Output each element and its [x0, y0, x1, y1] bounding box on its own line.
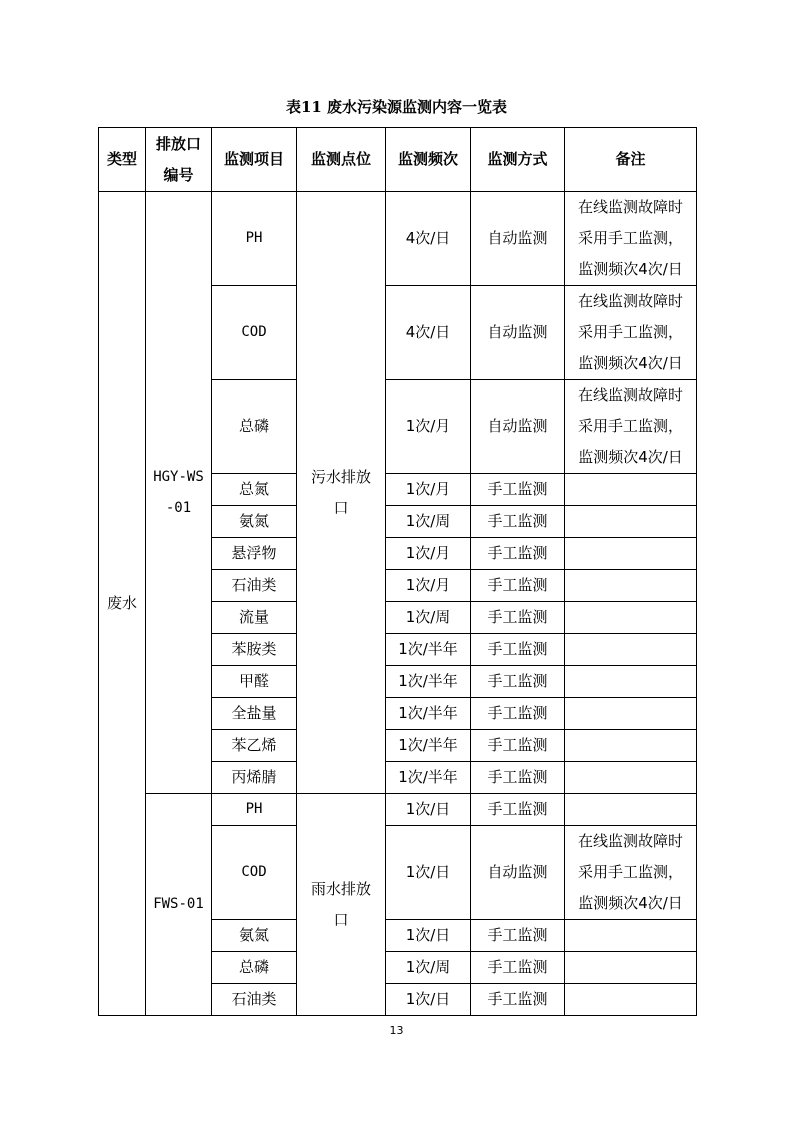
remark-line: 在线监测故障时 [577, 198, 683, 216]
point-line1: 污水排放 [310, 467, 371, 486]
remark-cell [565, 762, 697, 794]
item-cell: 甲醛 [212, 666, 297, 698]
freq-cell: 1次/月 [386, 570, 471, 602]
remark-cell [565, 286, 697, 380]
remark-cell [565, 602, 697, 634]
method-cell: 手工监测 [471, 984, 565, 1016]
header-outlet-line1: 排放口 [155, 134, 201, 153]
item-cell: 总氮 [212, 474, 297, 506]
freq-cell: 1次/月 [386, 538, 471, 570]
freq-cell: 1次/半年 [386, 666, 471, 698]
freq-cell: 1次/半年 [386, 634, 471, 666]
remark-cell [565, 570, 697, 602]
table-row [99, 794, 697, 826]
page-number: 13 [389, 1024, 404, 1037]
header-freq: 监测频次 [386, 128, 471, 192]
point-line1: 雨水排放 [310, 879, 371, 898]
header-type: 类型 [99, 128, 146, 192]
point-line2: 口 [333, 498, 349, 517]
wastewater-monitoring-table [98, 127, 697, 1016]
method-cell: 自动监测 [471, 826, 565, 920]
remark-line: 监测频次4次/日 [578, 354, 683, 372]
item-cell: 石油类 [212, 984, 297, 1016]
remark-line: 在线监测故障时 [577, 832, 683, 850]
freq-cell: 1次/半年 [386, 730, 471, 762]
header-remark: 备注 [565, 128, 697, 192]
remark-cell [565, 380, 697, 474]
method-cell: 手工监测 [471, 474, 565, 506]
item-cell: 石油类 [212, 570, 297, 602]
item-cell: 丙烯腈 [212, 762, 297, 794]
item-cell: COD [212, 286, 297, 380]
freq-cell: 1次/日 [386, 920, 471, 952]
remark-line: 监测频次4次/日 [578, 260, 683, 278]
freq-cell: 1次/周 [386, 506, 471, 538]
freq-cell: 1次/月 [386, 380, 471, 474]
freq-cell: 1次/日 [386, 984, 471, 1016]
method-cell: 自动监测 [471, 286, 565, 380]
remark-cell [565, 952, 697, 984]
method-cell: 自动监测 [471, 380, 565, 474]
point-line2: 口 [333, 910, 349, 929]
method-cell: 手工监测 [471, 952, 565, 984]
method-cell: 手工监测 [471, 698, 565, 730]
method-cell: 手工监测 [471, 538, 565, 570]
remark-cell [565, 538, 697, 570]
header-item: 监测项目 [212, 128, 297, 192]
item-cell: 流量 [212, 602, 297, 634]
table-title: 表11 废水污染源监测内容一览表 [285, 98, 508, 116]
outlet-id-line2: -01 [165, 499, 192, 516]
method-cell: 手工监测 [471, 506, 565, 538]
remark-cell [565, 920, 697, 952]
header-row [99, 128, 697, 192]
item-cell: COD [212, 826, 297, 920]
remark-line: 采用手工监测， [577, 229, 683, 247]
table-body [99, 192, 697, 1016]
remark-cell [565, 826, 697, 920]
method-cell: 手工监测 [471, 634, 565, 666]
header-point: 监测点位 [297, 128, 386, 192]
method-cell: 手工监测 [471, 602, 565, 634]
item-cell: PH [212, 794, 297, 826]
item-cell: PH [212, 192, 297, 286]
remark-line: 监测频次4次/日 [578, 448, 683, 466]
freq-cell: 4次/日 [386, 192, 471, 286]
item-cell: 苯胺类 [212, 634, 297, 666]
freq-cell: 1次/周 [386, 952, 471, 984]
freq-cell: 1次/日 [386, 826, 471, 920]
method-cell: 手工监测 [471, 730, 565, 762]
remark-line: 监测频次4次/日 [578, 894, 683, 912]
method-cell: 手工监测 [471, 762, 565, 794]
freq-cell: 1次/半年 [386, 698, 471, 730]
method-cell: 手工监测 [471, 794, 565, 826]
remark-cell [565, 634, 697, 666]
remark-cell [565, 730, 697, 762]
remark-cell [565, 506, 697, 538]
freq-cell: 4次/日 [386, 286, 471, 380]
item-cell: 氨氮 [212, 920, 297, 952]
method-cell: 手工监测 [471, 666, 565, 698]
remark-line: 采用手工监测， [577, 863, 683, 881]
outlet-id-cell [146, 192, 212, 794]
item-cell: 苯乙烯 [212, 730, 297, 762]
header-outlet-line2: 编号 [163, 165, 194, 184]
item-cell: 总磷 [212, 380, 297, 474]
item-cell: 氨氮 [212, 506, 297, 538]
point-cell [297, 192, 386, 794]
item-cell: 悬浮物 [212, 538, 297, 570]
remark-cell [565, 984, 697, 1016]
item-cell: 全盐量 [212, 698, 297, 730]
remark-cell [565, 474, 697, 506]
header-outlet [146, 128, 212, 192]
outlet-id-line1: HGY-WS [153, 468, 204, 485]
remark-line: 在线监测故障时 [577, 386, 683, 404]
remark-line: 采用手工监测， [577, 323, 683, 341]
header-method: 监测方式 [471, 128, 565, 192]
method-cell: 自动监测 [471, 192, 565, 286]
remark-cell [565, 794, 697, 826]
item-cell: 总磷 [212, 952, 297, 984]
point-cell [297, 794, 386, 1016]
outlet-id-cell [146, 794, 212, 1016]
remark-cell [565, 192, 697, 286]
freq-cell: 1次/半年 [386, 762, 471, 794]
remark-cell [565, 666, 697, 698]
method-cell: 手工监测 [471, 570, 565, 602]
remark-line: 在线监测故障时 [577, 292, 683, 310]
freq-cell: 1次/周 [386, 602, 471, 634]
outlet-id-line1: FWS-01 [153, 896, 204, 912]
table-row [99, 192, 697, 286]
freq-cell: 1次/月 [386, 474, 471, 506]
freq-cell: 1次/日 [386, 794, 471, 826]
remark-line: 采用手工监测， [577, 417, 683, 435]
type-cell: 废水 [99, 192, 146, 1016]
remark-cell [565, 698, 697, 730]
method-cell: 手工监测 [471, 920, 565, 952]
